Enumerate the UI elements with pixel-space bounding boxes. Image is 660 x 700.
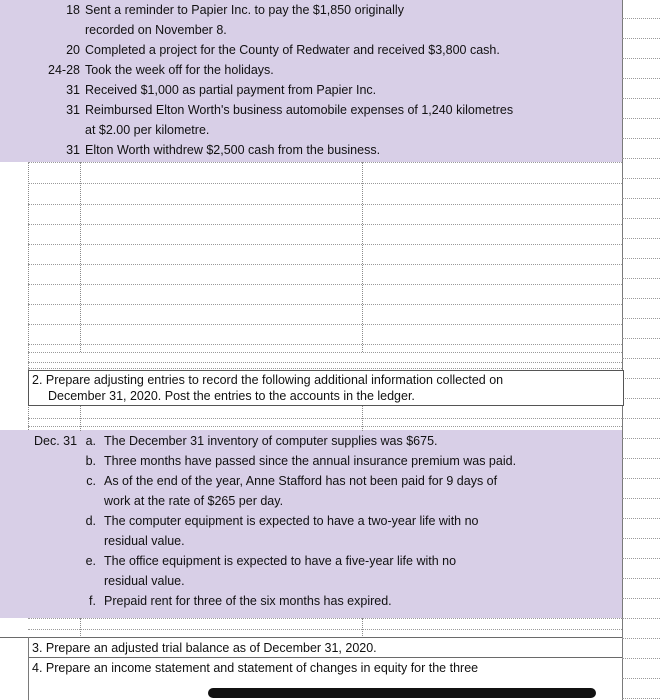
- right-column-row-line: [622, 118, 660, 119]
- adjustments-date: Dec. 31: [34, 434, 78, 448]
- transaction-day: 24-28: [48, 63, 80, 77]
- grid-row-line: [28, 224, 622, 225]
- right-column-row-line: [622, 78, 660, 79]
- adjustment-text: Prepaid rent for three of the six months has expired.: [104, 594, 392, 608]
- right-column-row-line: [622, 178, 660, 179]
- right-column-row-line: [622, 658, 660, 659]
- right-column-row-line: [622, 538, 660, 539]
- adjustment-label: d.: [85, 514, 96, 528]
- grid-row-line: [28, 204, 622, 205]
- grid-row-line: [28, 352, 622, 353]
- grid-row-line: [28, 264, 622, 265]
- adjustment-label: e.: [85, 554, 96, 568]
- transaction-day: 18: [66, 3, 80, 17]
- part2-line1: 2. Prepare adjusting entries to record the following additional information collected on: [32, 373, 504, 387]
- right-column-row-line: [622, 58, 660, 59]
- adjustment-text: work at the rate of $265 per day.: [104, 494, 284, 508]
- right-column-row-line: [622, 698, 660, 699]
- right-column-row-line: [622, 578, 660, 579]
- right-column-row-line: [622, 398, 660, 399]
- transaction-text: recorded on November 8.: [85, 23, 227, 37]
- right-column-row-line: [622, 138, 660, 139]
- adjustment-text: residual value.: [104, 574, 185, 588]
- right-column-row-line: [622, 678, 660, 679]
- right-column-row-line: [622, 598, 660, 599]
- right-column-row-line: [622, 498, 660, 499]
- grid-row-line: [0, 637, 622, 638]
- right-column-row-line: [622, 458, 660, 459]
- horizontal-scrollbar[interactable]: [208, 688, 596, 698]
- transaction-text: Elton Worth withdrew $2,500 cash from the business.: [85, 143, 381, 157]
- right-column-row-line: [622, 378, 660, 379]
- grid-row-line: [28, 418, 622, 419]
- adjustment-text: Three months have passed since the annual insurance premium was paid.: [104, 454, 517, 468]
- grid-col-line: [28, 637, 29, 700]
- grid-row-line: [28, 344, 622, 345]
- adjustment-text: The computer equipment is expected to have a two-year life with no: [104, 514, 479, 528]
- part4-text: 4. Prepare an income statement and statement of changes in equity for the three: [32, 661, 479, 675]
- adjustment-label: a.: [85, 434, 96, 448]
- grid-row-line: [28, 162, 622, 163]
- grid-row-line: [28, 657, 622, 658]
- adjustment-label: f.: [89, 594, 96, 608]
- grid-row-line: [28, 183, 622, 184]
- right-column-row-line: [622, 358, 660, 359]
- transaction-day: 31: [66, 83, 80, 97]
- right-column-row-line: [622, 238, 660, 239]
- right-column-row-line: [622, 218, 660, 219]
- right-column-row-line: [622, 638, 660, 639]
- right-column-row-line: [622, 198, 660, 199]
- right-column-row-line: [622, 98, 660, 99]
- transaction-text: Received $1,000 as partial payment from Papier Inc.: [85, 83, 377, 97]
- right-column-row-line: [622, 278, 660, 279]
- right-column-row-line: [622, 438, 660, 439]
- transaction-text: Completed a project for the County of Redwater and received $3,800 cash.: [85, 43, 500, 57]
- adjustment-text: residual value.: [104, 534, 185, 548]
- adjustment-label: b.: [85, 454, 96, 468]
- right-column-row-line: [622, 158, 660, 159]
- right-column-row-line: [622, 318, 660, 319]
- adjustment-label: c.: [86, 474, 96, 488]
- right-column-row-line: [622, 258, 660, 259]
- transaction-day: 20: [66, 43, 80, 57]
- right-column-row-line: [622, 38, 660, 39]
- grid-row-line: [28, 304, 622, 305]
- right-column-row-line: [622, 618, 660, 619]
- transaction-text: Reimbursed Elton Worth's business automobile expenses of 1,240 kilometres: [85, 103, 514, 117]
- part2-line2: December 31, 2020. Post the entries to the accounts in the ledger.: [48, 389, 415, 403]
- adjustment-text: The December 31 inventory of computer supplies was $675.: [104, 434, 438, 448]
- grid-row-line: [28, 618, 622, 619]
- grid-col-line: [80, 618, 81, 636]
- transaction-text: Sent a reminder to Papier Inc. to pay the $1,850 originally: [85, 3, 404, 17]
- grid-row-line: [28, 426, 622, 427]
- transaction-text: Took the week off for the holidays.: [85, 63, 274, 77]
- right-column-row-line: [622, 298, 660, 299]
- transaction-text: at $2.00 per kilometre.: [85, 123, 210, 137]
- grid-col-line-right: [622, 0, 623, 700]
- right-column-row-line: [622, 338, 660, 339]
- adjustment-text: As of the end of the year, Anne Stafford has not been paid for 9 days of: [104, 474, 498, 488]
- transaction-day: 31: [66, 143, 80, 157]
- right-column-row-line: [622, 478, 660, 479]
- adjustment-text: The office equipment is expected to have a five-year life with no: [104, 554, 457, 568]
- right-column-row-line: [622, 418, 660, 419]
- part3-text: 3. Prepare an adjusted trial balance as of December 31, 2020.: [32, 641, 377, 655]
- grid-row-line: [28, 284, 622, 285]
- right-column-row-line: [622, 558, 660, 559]
- grid-col-line: [362, 618, 363, 636]
- grid-row-line: [28, 362, 622, 363]
- right-column-row-line: [622, 18, 660, 19]
- transaction-day: 31: [66, 103, 80, 117]
- grid-row-line: [28, 244, 622, 245]
- right-column-row-line: [622, 518, 660, 519]
- grid-row-line: [28, 629, 622, 630]
- grid-row-line: [28, 368, 622, 369]
- grid-row-line: [28, 324, 622, 325]
